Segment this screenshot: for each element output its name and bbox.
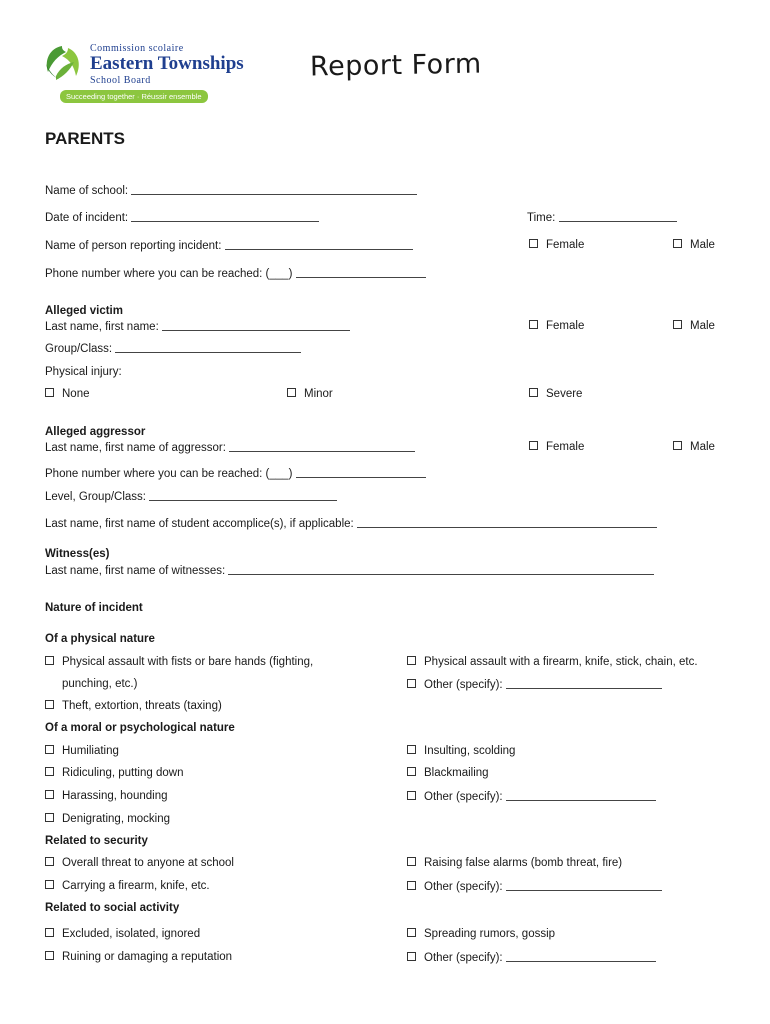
security-other-line[interactable] [506, 880, 662, 891]
overall-threat-label: Overall threat to anyone at school [62, 857, 234, 869]
aggressor-name-label: Last name, first name of aggressor: [45, 442, 226, 454]
rumors-label: Spreading rumors, gossip [424, 928, 556, 940]
victim-group-field[interactable] [45, 342, 301, 355]
victim-female-option[interactable] [529, 320, 584, 332]
false-alarms-option[interactable] [407, 857, 622, 869]
accomplice-field[interactable] [45, 517, 657, 530]
reputation-label: Ruining or damaging a reputation [62, 951, 233, 963]
physical-nature-heading: Of a physical nature [45, 633, 155, 645]
minor-label: Minor [304, 388, 333, 400]
security-other-option[interactable] [407, 880, 662, 893]
victim-heading: Alleged victim [45, 305, 123, 317]
social-other-label: Other (specify): [424, 952, 503, 964]
harassing-option[interactable] [45, 790, 168, 802]
injury-minor-option[interactable] [287, 388, 333, 400]
logo-tagline: Succeeding together · Réussir ensemble [60, 90, 208, 103]
reporter-name-line[interactable] [225, 239, 413, 250]
logo-line-eastern-townships: Eastern Townships [90, 53, 244, 74]
aggressor-male-option[interactable] [673, 441, 715, 453]
male-checkbox[interactable] [673, 239, 682, 248]
incident-time-label: Time: [527, 212, 556, 224]
physical-assault-hands-option[interactable] [45, 656, 313, 668]
reporter-phone-field[interactable] [45, 267, 426, 280]
incident-time-field[interactable] [527, 211, 677, 224]
page-title: Report Form [309, 48, 482, 83]
aggressor-heading: Alleged aggressor [45, 426, 146, 438]
physical-other-checkbox[interactable] [407, 679, 416, 688]
social-other-option[interactable] [407, 951, 656, 964]
female-label: Female [546, 441, 585, 453]
denigrating-checkbox[interactable] [45, 813, 54, 822]
witness-name-label: Last name, first name of witnesses: [45, 565, 226, 577]
moral-other-checkbox[interactable] [407, 791, 416, 800]
accomplice-line[interactable] [357, 517, 657, 528]
aggressor-phone-label: Phone number where you can be reached: (___) [45, 468, 293, 480]
ridiculing-option[interactable] [45, 767, 183, 779]
school-name-line[interactable] [131, 184, 417, 195]
moral-other-option[interactable] [407, 790, 656, 803]
denigrating-option[interactable] [45, 813, 170, 825]
excluded-option[interactable] [45, 928, 200, 940]
social-other-line[interactable] [506, 951, 656, 962]
rumors-option[interactable] [407, 928, 555, 940]
incident-date-label: Date of incident: [45, 212, 129, 224]
denigrating-label: Denigrating, mocking [62, 813, 171, 825]
aggressor-group-label: Level, Group/Class: [45, 491, 146, 503]
physical-other-label: Other (specify): [424, 679, 503, 691]
physical-assault-hands-checkbox[interactable] [45, 656, 54, 665]
harassing-checkbox[interactable] [45, 790, 54, 799]
reputation-checkbox[interactable] [45, 951, 54, 960]
male-label: Male [690, 239, 715, 251]
reporter-female-option[interactable] [529, 239, 584, 251]
insulting-checkbox[interactable] [407, 745, 416, 754]
physical-other-option[interactable] [407, 678, 662, 691]
physical-assault-hands-label: Physical assault with fists or bare hands (fighting, [62, 656, 314, 668]
moral-nature-heading: Of a moral or psychological nature [45, 722, 235, 734]
theft-label: Theft, extortion, threats (taxing) [62, 700, 222, 712]
ridiculing-label: Ridiculing, putting down [62, 767, 184, 779]
false-alarms-label: Raising false alarms (bomb threat, fire) [424, 857, 623, 869]
moral-other-label: Other (specify): [424, 791, 503, 803]
carrying-firearm-checkbox[interactable] [45, 880, 54, 889]
injury-none-option[interactable] [45, 388, 90, 400]
security-other-checkbox[interactable] [407, 881, 416, 890]
severe-checkbox[interactable] [529, 388, 538, 397]
victim-group-label: Group/Class: [45, 343, 113, 355]
humiliating-label: Humiliating [62, 745, 119, 757]
overall-threat-checkbox[interactable] [45, 857, 54, 866]
moral-other-line[interactable] [506, 790, 656, 801]
reporter-phone-label: Phone number where you can be reached: (___) [45, 268, 293, 280]
false-alarms-checkbox[interactable] [407, 857, 416, 866]
logo-line-commission: Commission scolaire [90, 43, 184, 54]
physical-assault-hands-label-cont: punching, etc.) [62, 678, 138, 690]
rumors-checkbox[interactable] [407, 928, 416, 937]
female-label: Female [546, 239, 585, 251]
aggressor-female-option[interactable] [529, 441, 584, 453]
reporter-phone-line[interactable] [296, 267, 426, 278]
minor-checkbox[interactable] [287, 388, 296, 397]
blackmailing-label: Blackmailing [424, 767, 489, 779]
witness-heading: Witness(es) [45, 548, 110, 560]
injury-severe-option[interactable] [529, 388, 582, 400]
female-checkbox[interactable] [529, 441, 538, 450]
aggressor-phone-field[interactable] [45, 467, 426, 480]
none-label: None [62, 388, 90, 400]
physical-assault-weapon-label: Physical assault with a firearm, knife, stick, chain, etc. [424, 656, 698, 668]
logo-line-school-board: School Board [90, 75, 151, 86]
female-checkbox[interactable] [529, 239, 538, 248]
female-label: Female [546, 320, 585, 332]
physical-injury-label: Physical injury: [45, 366, 122, 378]
male-label: Male [690, 441, 715, 453]
insulting-label: Insulting, scolding [424, 745, 516, 757]
reporter-name-field[interactable] [45, 239, 413, 252]
male-label: Male [690, 320, 715, 332]
male-checkbox[interactable] [673, 320, 682, 329]
section-heading-parents: PARENTS [45, 129, 125, 148]
security-other-label: Other (specify): [424, 881, 503, 893]
incident-time-line[interactable] [559, 211, 677, 222]
witness-name-field[interactable] [45, 564, 654, 577]
humiliating-checkbox[interactable] [45, 745, 54, 754]
victim-name-label: Last name, first name: [45, 321, 159, 333]
humiliating-option[interactable] [45, 745, 119, 757]
harassing-label: Harassing, hounding [62, 790, 168, 802]
aggressor-name-line[interactable] [229, 441, 415, 452]
victim-male-option[interactable] [673, 320, 715, 332]
social-heading: Related to social activity [45, 902, 180, 914]
excluded-label: Excluded, isolated, ignored [62, 928, 201, 940]
none-checkbox[interactable] [45, 388, 54, 397]
reporter-name-label: Name of person reporting incident: [45, 240, 222, 252]
physical-assault-weapon-checkbox[interactable] [407, 656, 416, 665]
theft-checkbox[interactable] [45, 700, 54, 709]
reporter-male-option[interactable] [673, 239, 715, 251]
excluded-checkbox[interactable] [45, 928, 54, 937]
ridiculing-checkbox[interactable] [45, 767, 54, 776]
physical-other-line[interactable] [506, 678, 662, 689]
blackmailing-checkbox[interactable] [407, 767, 416, 776]
severe-label: Severe [546, 388, 583, 400]
victim-name-line[interactable] [162, 320, 350, 331]
victim-group-line[interactable] [115, 342, 301, 353]
aggressor-group-field[interactable] [45, 490, 337, 503]
victim-name-field[interactable] [45, 320, 350, 333]
aggressor-name-field[interactable] [45, 441, 415, 454]
carrying-firearm-option[interactable] [45, 880, 210, 892]
school-name-label: Name of school: [45, 185, 129, 197]
female-checkbox[interactable] [529, 320, 538, 329]
accomplice-label: Last name, first name of student accomplice(s), if applicable: [45, 518, 354, 530]
school-name-field[interactable] [45, 184, 417, 197]
incident-date-line[interactable] [131, 211, 319, 222]
aggressor-group-line[interactable] [149, 490, 337, 501]
security-heading: Related to security [45, 835, 148, 847]
male-checkbox[interactable] [673, 441, 682, 450]
incident-date-field[interactable] [45, 211, 319, 224]
aggressor-phone-line[interactable] [296, 467, 426, 478]
social-other-checkbox[interactable] [407, 952, 416, 961]
theft-option[interactable] [45, 700, 222, 712]
witness-name-line[interactable] [228, 564, 654, 575]
blackmailing-option[interactable] [407, 767, 489, 779]
insulting-option[interactable] [407, 745, 515, 757]
reputation-option[interactable] [45, 951, 232, 963]
overall-threat-option[interactable] [45, 857, 234, 869]
leaf-emblem-icon [42, 42, 84, 82]
carrying-firearm-label: Carrying a firearm, knife, etc. [62, 880, 210, 892]
nature-heading: Nature of incident [45, 602, 143, 614]
school-board-logo [40, 40, 244, 106]
physical-assault-weapon-option[interactable] [407, 656, 698, 668]
